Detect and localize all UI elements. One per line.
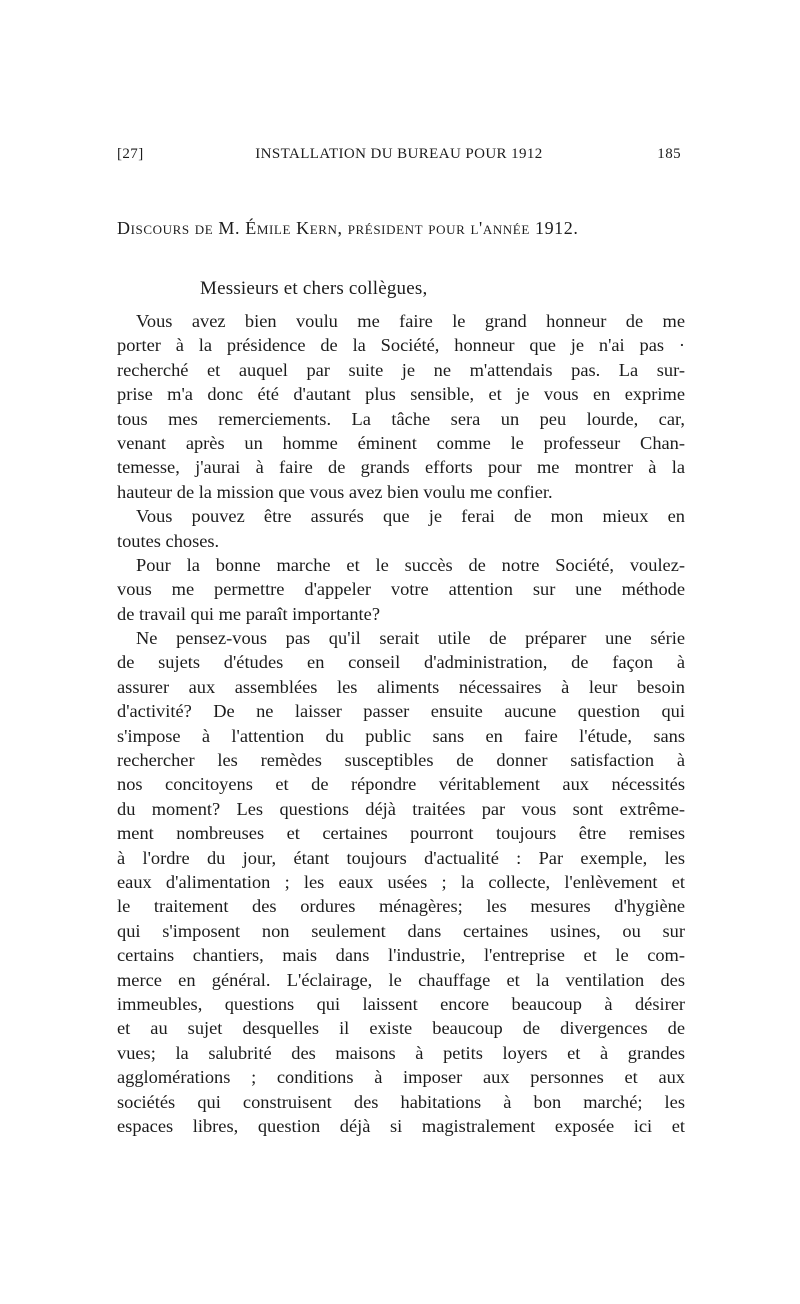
text-line: temesse, j'aurai à faire de grands efforts pour me montrer à la: [117, 457, 685, 478]
text-line: s'impose à l'attention du public sans en faire l'étude, sans: [117, 725, 685, 746]
text-line: qui s'imposent non seulement dans certaines usines, ou sur: [117, 920, 685, 941]
text-line: d'activité? De ne laisser passer ensuite aucune question qui: [117, 701, 685, 722]
text-line: prise m'a donc été d'autant plus sensible, et je vous en exprime: [117, 384, 685, 405]
text-line: certains chantiers, mais dans l'industrie, l'entreprise et le com-: [117, 945, 685, 966]
running-header: [117, 146, 681, 170]
text-line: immeubles, questions qui laissent encore beaucoup à désirer: [117, 993, 685, 1014]
text-line: le traitement des ordures ménagères; les mesures d'hygiène: [117, 896, 685, 917]
text-line: porter à la présidence de la Société, honneur que je n'ai pas ·: [117, 335, 685, 356]
text-line: Pour la bonne marche et le succès de notre Société, voulez-: [136, 554, 685, 575]
text-line: vous me permettre d'appeler votre attention sur une méthode: [117, 579, 685, 600]
text-line: ment nombreuses et certaines pourront toujours être remises: [117, 823, 685, 844]
text-line: tous mes remerciements. La tâche sera un peu lourde, car,: [117, 408, 685, 429]
text-line: assurer aux assemblées les aliments nécessaires à leur besoin: [117, 676, 685, 697]
text-line: venant après un homme éminent comme le professeur Chan-: [117, 432, 685, 453]
text-line: Ne pensez-vous pas qu'il serait utile de préparer une série: [136, 628, 685, 649]
header-page-number: 185: [657, 146, 681, 162]
text-line: rechercher les remèdes susceptibles de donner satisfaction à: [117, 750, 685, 771]
text-line: à l'ordre du jour, étant toujours d'actualité : Par exemple, les: [117, 847, 685, 868]
text-line: agglomérations ; conditions à imposer aux personnes et aux: [117, 1067, 685, 1088]
header-title: INSTALLATION DU BUREAU POUR 1912: [255, 146, 543, 162]
text-line: sociétés qui construisent des habitations à bon marché; les: [117, 1091, 685, 1112]
section-title-year: 1912.: [534, 218, 579, 238]
text-line: Vous avez bien voulu me faire le grand honneur de me: [136, 311, 685, 331]
text-line: du moment? Les questions déjà traitées par vous sont extrême-: [117, 798, 685, 819]
salutation: Messieurs et chers collègues,: [200, 278, 428, 299]
text-line: recherché et auquel par suite je ne m'attendais pas. La sur-: [117, 359, 685, 380]
text-line: merce en général. L'éclairage, le chauffage et la ventilation des: [117, 969, 685, 990]
text-line: eaux d'alimentation ; les eaux usées ; la collecte, l'enlèvement et: [117, 871, 685, 892]
text-line: Vous pouvez être assurés que je ferai de mon mieux en: [136, 506, 685, 527]
text-line: de travail qui me paraît importante?: [117, 603, 380, 624]
text-line: vues; la salubrité des maisons à petits loyers et à grandes: [117, 1042, 685, 1063]
text-line: espaces libres, question déjà si magistralement exposée ici et: [117, 1115, 685, 1136]
text-line: de sujets d'études en conseil d'administration, de façon à: [117, 652, 685, 673]
header-page-ref: [27]: [117, 146, 144, 162]
text-line: toutes choses.: [117, 530, 220, 551]
section-title-text: Discours de M. Émile Kern, président pour l'année: [117, 218, 530, 238]
text-line: nos concitoyens et de répondre véritablement aux nécessités: [117, 774, 685, 795]
text-line: hauteur de la mission que vous avez bien voulu me confier.: [117, 481, 553, 502]
text-line: et au sujet desquelles il existe beaucoup de divergences de: [117, 1018, 685, 1039]
section-title: [117, 218, 697, 239]
body-text: [117, 309, 685, 1138]
